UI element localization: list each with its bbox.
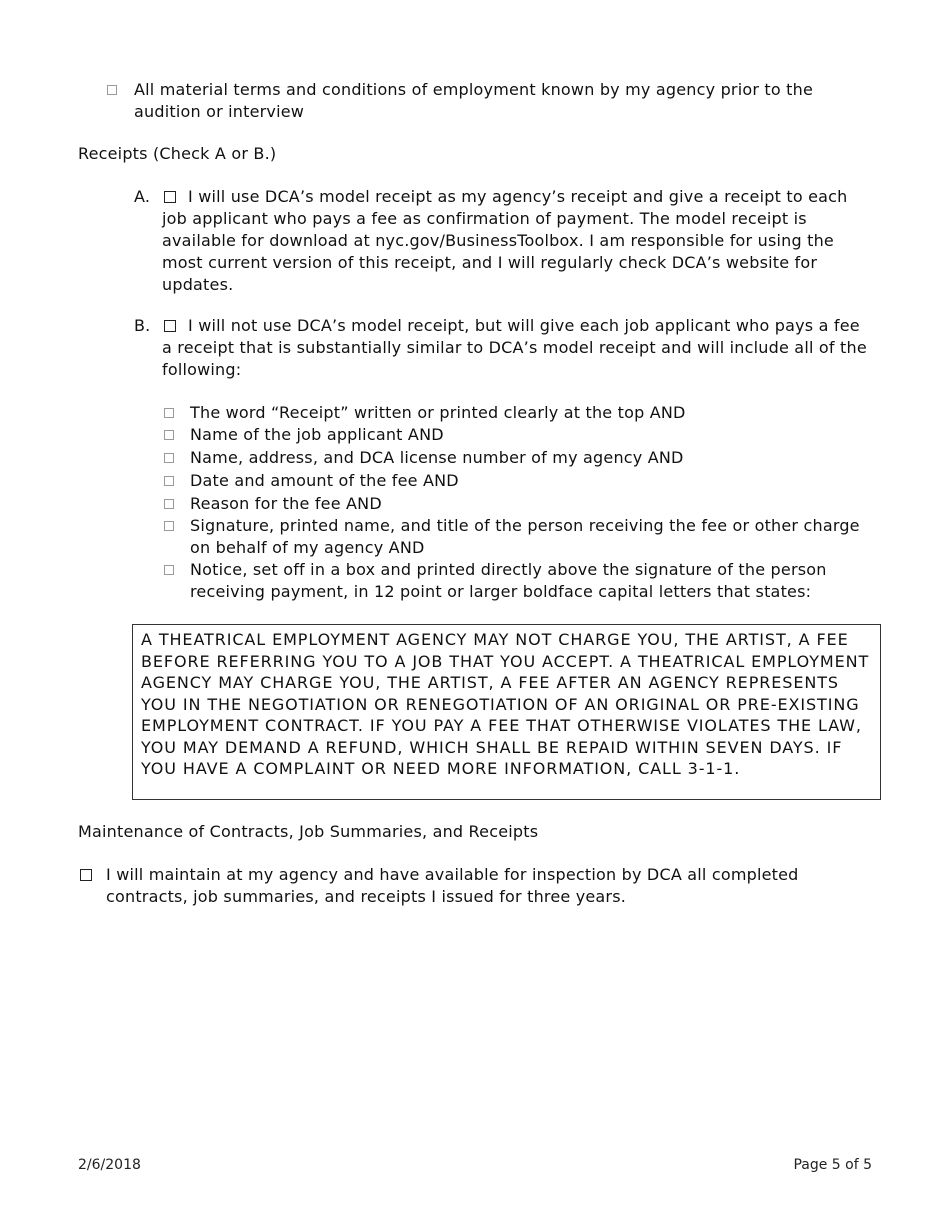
option-a-text: I will use DCA’s model receipt as my agency’s receipt and give a receipt to each job applicant who pays a fee as confirmation of payment. The model receipt is available for download at nyc.gov/BusinessToolbox. I am responsible for using the most current version of this receipt, and I will regularly check DCA’s website for updates. xyxy=(162,187,848,294)
notice-box xyxy=(132,624,881,800)
requirement-text: The word “Receipt” written or printed clearly at the top AND xyxy=(190,403,686,422)
maintenance-text: I will maintain at my agency and have available for inspection by DCA all completed contracts, job summaries, and receipts I issued for three years. xyxy=(106,865,799,906)
notice-text: A THEATRICAL EMPLOYMENT AGENCY MAY NOT CHARGE YOU, THE ARTIST, A FEE BEFORE REFERRING YOU TO A JOB THAT YOU ACCEPT. A THEATRICAL EMPLOYMENT AGENCY MAY CHARGE YOU, THE ARTIST, A FEE AFTER AN AGENCY REPRESENTS YOU IN THE NEGOTIATION OR RENEGOTIATION OF AN ORIGINAL OR PRE-EXISTING EMPLOYMENT CONTRACT. IF YOU PAY A FEE THAT OTHERWISE VIOLATES THE LAW, YOU MAY DEMAND A REFUND, WHICH SHALL BE REPAID WITHIN SEVEN DAYS. IF YOU HAVE A COMPLAINT OR NEED MORE INFORMATION, CALL 3-1-1. xyxy=(141,630,870,778)
footer-date: 2/6/2018 xyxy=(78,1157,141,1173)
requirement-checkbox[interactable] xyxy=(164,476,174,486)
option-a-letter: A. xyxy=(134,187,151,206)
maintenance-heading: Maintenance of Contracts, Job Summaries, and Receipts xyxy=(78,822,539,841)
receipts-heading: Receipts (Check A or B.) xyxy=(78,144,277,163)
requirement-checkbox[interactable] xyxy=(164,453,174,463)
terms-conditions-checkbox[interactable] xyxy=(107,85,117,95)
requirement-text: Name, address, and DCA license number of my agency AND xyxy=(190,448,684,467)
requirement-checkbox[interactable] xyxy=(164,499,174,509)
requirement-text: Notice, set off in a box and printed directly above the signature of the person receiving payment, in 12 point or larger boldface capital letters that states: xyxy=(190,560,827,601)
requirement-checkbox[interactable] xyxy=(164,521,174,531)
maintenance-checkbox[interactable] xyxy=(80,869,92,881)
option-b-letter: B. xyxy=(134,316,151,335)
requirement-checkbox[interactable] xyxy=(164,565,174,575)
terms-conditions-text: All material terms and conditions of employment known by my agency prior to the audition or interview xyxy=(134,80,814,121)
requirement-checkbox[interactable] xyxy=(164,408,174,418)
footer-page-number: Page 5 of 5 xyxy=(793,1157,872,1173)
requirement-text: Date and amount of the fee AND xyxy=(190,471,459,490)
requirement-text: Signature, printed name, and title of the person receiving the fee or other charge on behalf of my agency AND xyxy=(190,516,860,557)
requirement-checkbox[interactable] xyxy=(164,430,174,440)
option-b-text: I will not use DCA’s model receipt, but will give each job applicant who pays a fee a receipt that is substantially similar to DCA’s model receipt and will include all of the following: xyxy=(162,316,867,379)
requirement-text: Name of the job applicant AND xyxy=(190,425,444,444)
requirement-text: Reason for the fee AND xyxy=(190,494,382,513)
